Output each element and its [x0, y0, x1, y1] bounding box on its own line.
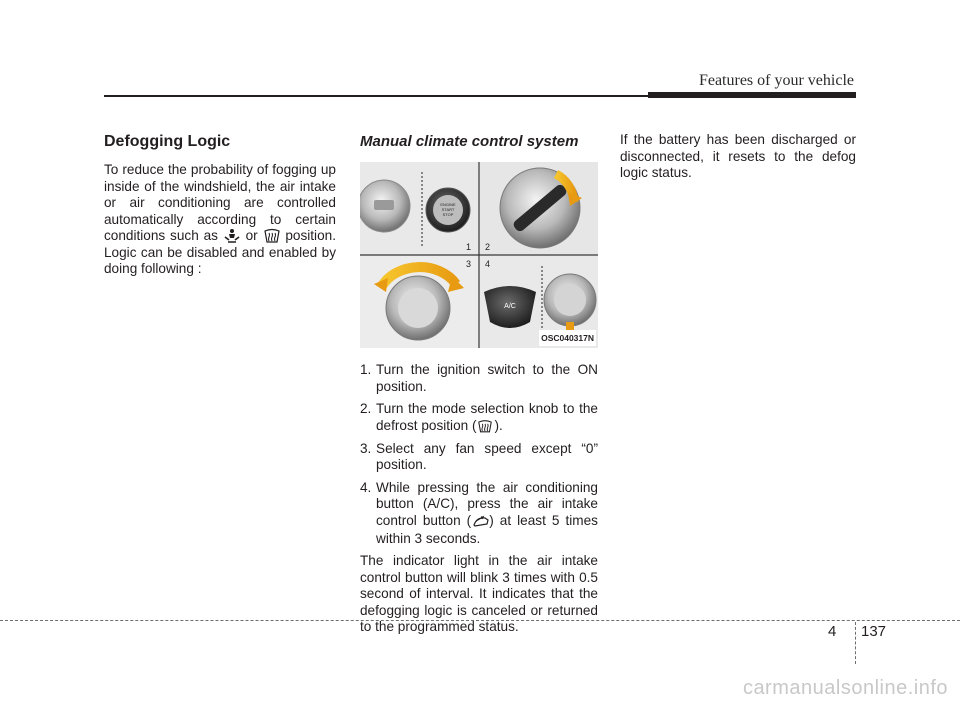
- page-number: 137: [861, 623, 887, 640]
- subheading: Manual climate control system: [360, 133, 579, 150]
- footer-rule: [0, 620, 960, 621]
- battery-paragraph: If the battery has been discharged or disconnected, it resets to the defog logic status.: [620, 132, 856, 180]
- steps-list: [360, 362, 598, 547]
- air-intake-icon: [471, 515, 489, 531]
- start-text-3: STOP: [442, 212, 454, 217]
- figure-code: OSC040317N: [539, 330, 596, 347]
- start-text-2: START: [441, 207, 455, 212]
- ac-button-label: A/C: [504, 303, 516, 310]
- watermark: carmanualsonline.info: [742, 677, 948, 699]
- step-item: [360, 441, 598, 474]
- panel-label-1: 1: [465, 242, 471, 252]
- chapter-number: 4: [828, 623, 837, 640]
- climate-control-figure: [360, 162, 598, 348]
- indicator-note: The indicator light in the air intake control button will blink 3 times with 0.5 second of interval. It indicates that the defogging logic is canceled or returned to the programmed status.: [360, 553, 598, 634]
- step-item: [360, 480, 598, 548]
- defogging-paragraph: [104, 162, 336, 278]
- step-number: 1.: [360, 362, 372, 377]
- paragraph-part2: position. Logic can be disabled and enabled by doing following :: [104, 228, 336, 276]
- right-column: [620, 132, 856, 190]
- panel-label-3: 3: [465, 259, 471, 269]
- windshield-defrost-icon: [477, 419, 495, 435]
- step-number: 4.: [360, 479, 372, 495]
- paragraph-or: or: [245, 228, 258, 243]
- step-number: 3.: [360, 440, 372, 456]
- page-separator: [855, 622, 856, 664]
- step-text-before: While pressing the air conditioning button (A/C), press the air intake control button (: [376, 479, 598, 528]
- step-item: [360, 362, 598, 395]
- step-text-before: Turn the mode selection knob to the defrost position (: [376, 401, 598, 433]
- middle-column: [360, 132, 598, 644]
- step-text: Turn the ignition switch to the ON position.: [376, 362, 598, 394]
- header-rule: [104, 95, 856, 97]
- step-text-after: ) at least 5 times within 3 seconds.: [376, 512, 598, 546]
- left-column: [104, 132, 336, 286]
- step-number: 2.: [360, 401, 372, 416]
- start-text-1: ENGINE: [440, 202, 456, 207]
- panel-label-4: 4: [485, 259, 491, 269]
- climate-figure-svg: [360, 162, 598, 348]
- step-text-after: ).: [494, 417, 503, 433]
- step-item: [360, 401, 598, 435]
- windshield-defrost-icon: [263, 228, 281, 244]
- panel-label-2: 2: [485, 242, 491, 252]
- header-title: Features of your vehicle: [698, 72, 854, 89]
- section-heading: Defogging Logic: [104, 133, 231, 150]
- floor-defrost-icon: [223, 228, 241, 244]
- step-text: Select any fan speed except “0” position.: [376, 440, 598, 472]
- paragraph-part1: To reduce the probability of fogging up inside of the windshield, the air intake or air conditioning are controlled automatically according to certain conditions such as: [104, 162, 336, 243]
